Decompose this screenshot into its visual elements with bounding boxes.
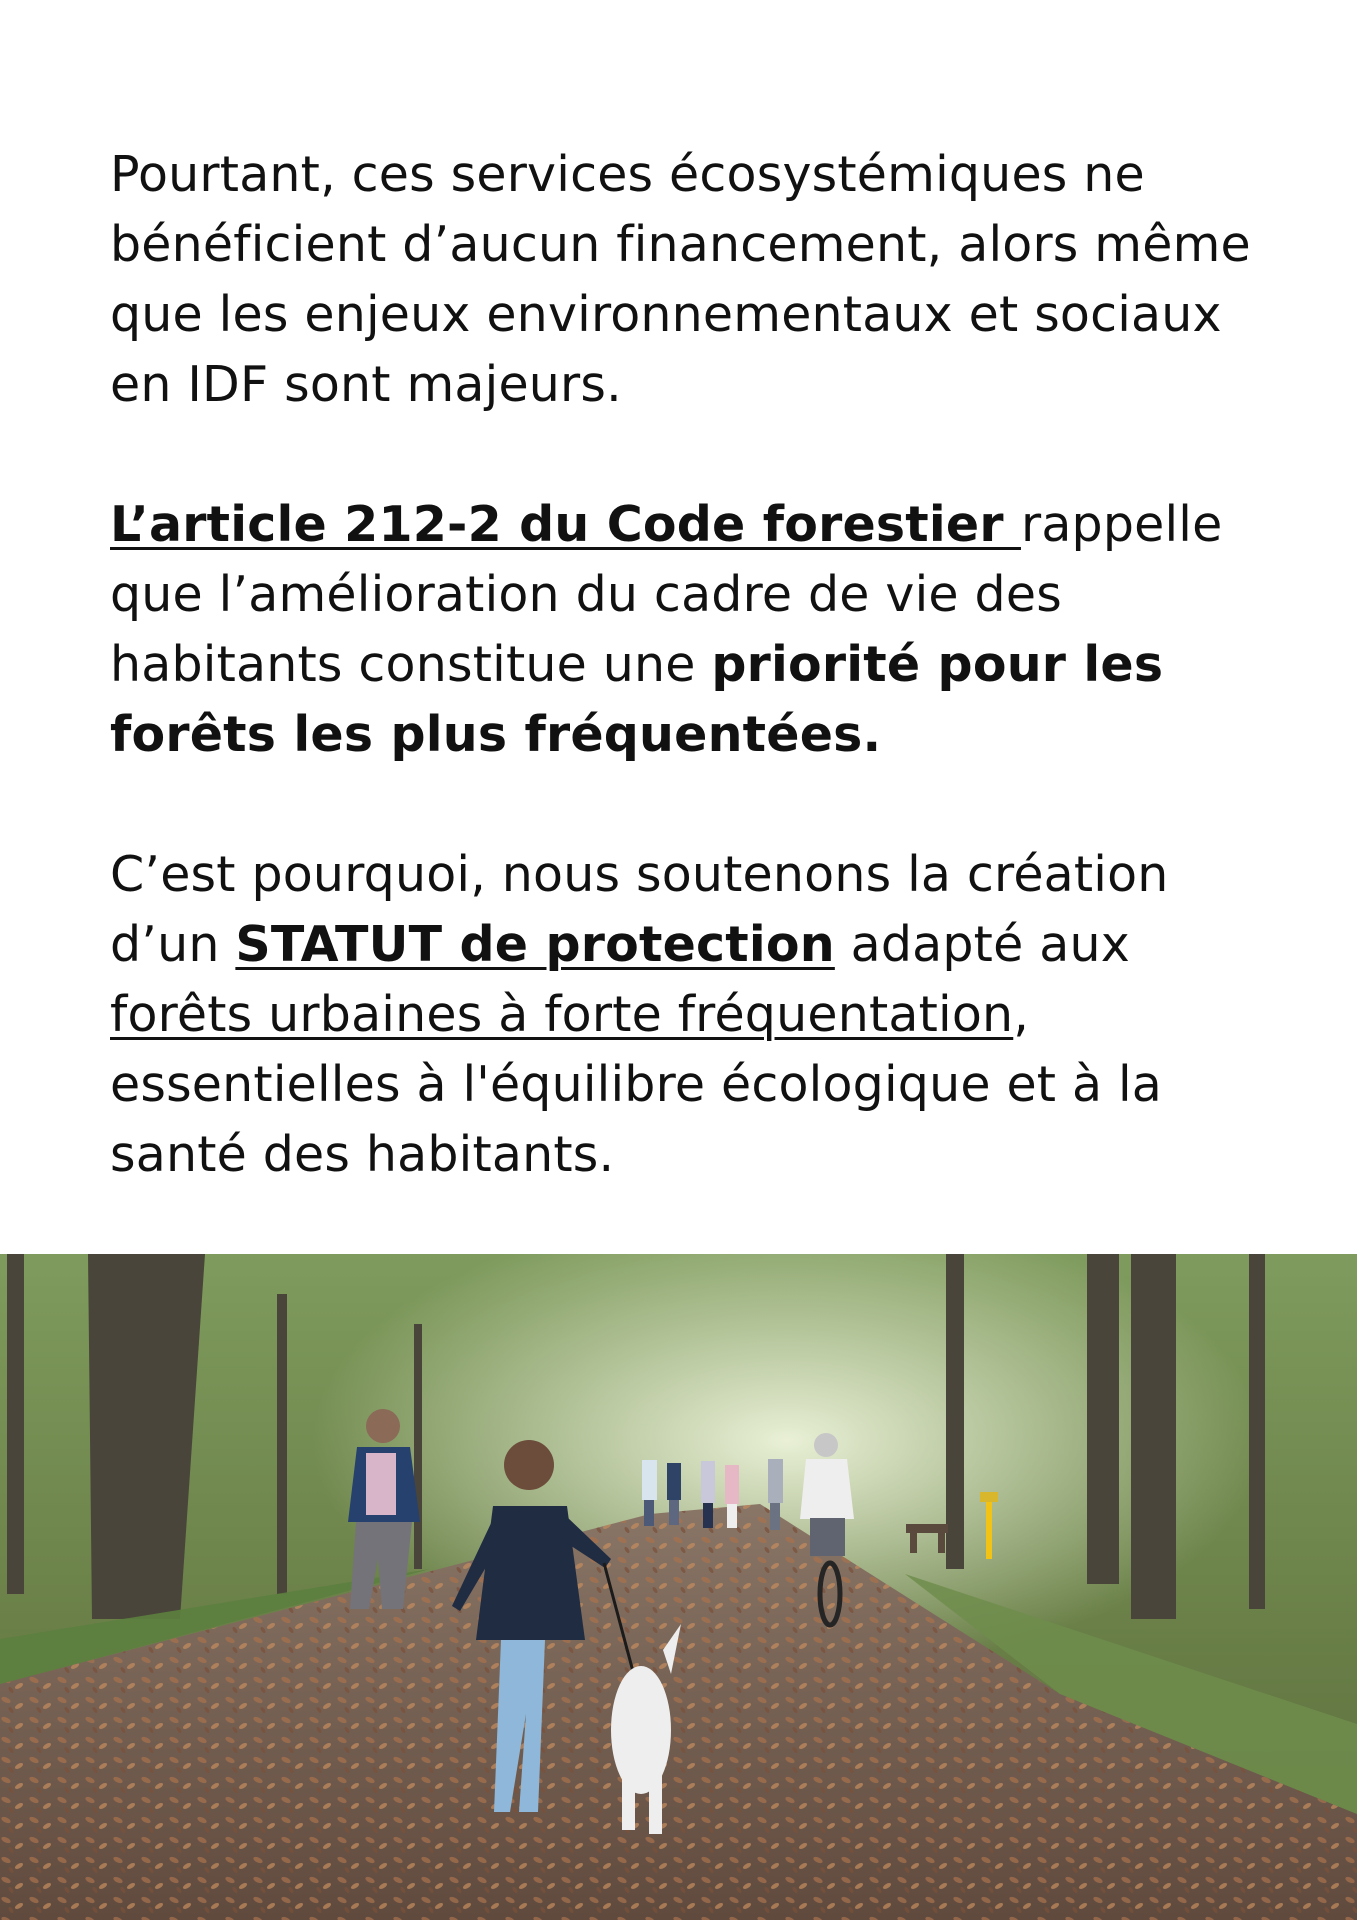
tree-trunk-back-2 bbox=[414, 1324, 422, 1569]
tree-trunk-left-edge bbox=[7, 1254, 24, 1594]
code-forestier-text: rappelle que l’amélioration du cadre de vie des habitants constitue une bbox=[110, 496, 1223, 693]
statut-middle-text: adapté aux bbox=[834, 916, 1130, 973]
urban-forest-link[interactable]: forêts urbaines à forte fréquentation bbox=[110, 986, 1014, 1043]
body-text bbox=[110, 140, 1260, 1190]
statut-intro-text: C’est pourquoi, nous soutenons la création d’un bbox=[110, 846, 1169, 973]
paragraph-funding bbox=[110, 140, 1260, 420]
tree-trunk-right-3 bbox=[1131, 1254, 1176, 1619]
priority-bold-text: priorité pour les forêts les plus fréquentées. bbox=[110, 636, 1164, 763]
paragraph-code-forestier bbox=[110, 490, 1260, 770]
tree-trunk-right-2 bbox=[1087, 1254, 1119, 1584]
paragraph-statut bbox=[110, 840, 1260, 1190]
tree-trunk-right-4 bbox=[1249, 1254, 1265, 1609]
tree-trunk-right-1 bbox=[946, 1254, 964, 1569]
forest-path-photo bbox=[0, 1254, 1357, 1920]
tree-trunk-back-1 bbox=[277, 1294, 287, 1594]
statut-protection-link[interactable]: STATUT de protection bbox=[235, 916, 835, 973]
paragraph-funding-text: Pourtant, ces services écosystémiques ne bénéficient d’aucun financement, alors même que les enjeux environnementaux et sociaux en IDF sont majeurs. bbox=[110, 146, 1251, 413]
forest-path-illustration bbox=[0, 1254, 1357, 1920]
statut-end-text: , essentielles à l'équilibre écologique et à la santé des habitants. bbox=[110, 986, 1163, 1183]
code-forestier-link[interactable]: L’article 212-2 du Code forestier bbox=[110, 496, 1021, 553]
